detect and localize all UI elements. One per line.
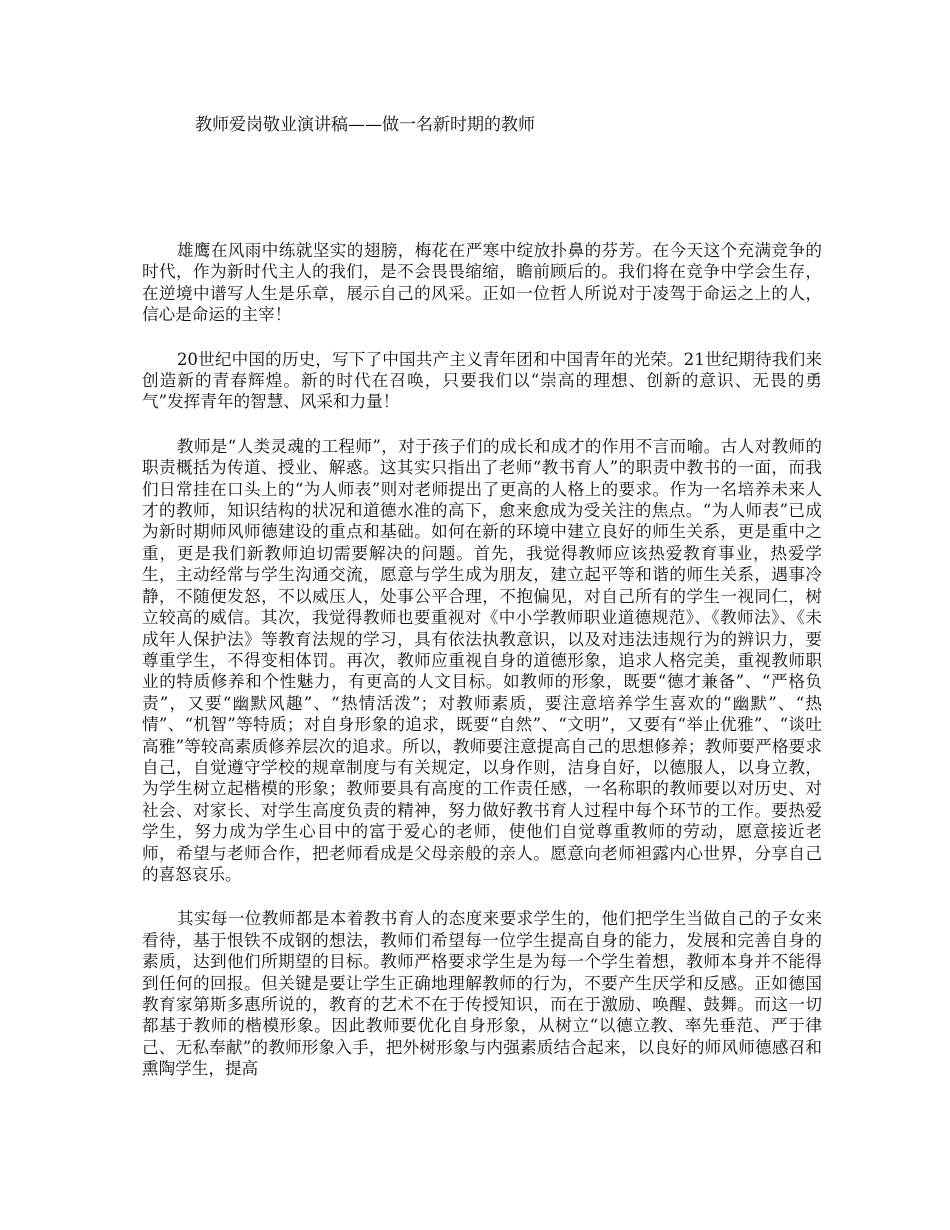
paragraph-teacher-example: 其实每一位教师都是本着教书育人的态度来要求学生的，他们把学生当做自己的子女来看待，基于恨铁不成钢的想法，教师们希望每一位学生提高自身的能力，发展和完善自身的素质，达到他们所期望的目标。教师严格要求学生是为每一个学生着想，教师本身并不能得到任何的回报。但关键是要让学生正确地理解教师的行为，不要产生厌学和反感。正如德国教育家第斯多惠所说的，教育的艺术不在于传授知识，而在于激励、唤醒、鼓舞。而这一切都基于教师的楷模形象。因此教师要优化自身形象，从树立“以德立教、率先垂范、严于律己、无私奉献”的教师形象入手，把外树形象与内强素质结合起来，以良好的师风师德感召和熏陶学生，提高 bbox=[142, 909, 822, 1079]
paragraph-intro: 雄鹰在风雨中练就坚实的翅膀，梅花在严寒中绽放扑鼻的芬芳。在今天这个充满竞争的时代，作为新时代主人的我们，是不会畏畏缩缩，瞻前顾后的。我们将在竞争中学会生存，在逆境中谱写人生是乐章，展示自己的风采。正如一位哲人所说对于凌驾于命运之上的人，信心是命运的主宰！ bbox=[142, 241, 822, 325]
paragraph-teacher-role: 教师是“人类灵魂的工程师”，对于孩子们的成长和成才的作用不言而喻。古人对教师的职责概括为传道、授业、解惑。这其实只指出了老师“教书育人”的职责中教书的一面，而我们日常挂在口头上的“为人师表”则对老师提出了更高的人格上的要求。作为一名培养未来人才的教师，知识结构的状况和道德水准的高下，愈来愈成为受关注的焦点。“为人师表”已成为新时期师风师德建设的重点和基础。如何在新的环境中建立良好的师生关系，更是重中之重，更是我们新教师迫切需要解决的问题。首先，我觉得教师应该热爱教育事业，热爱学生，主动经常与学生沟通交流，愿意与学生成为朋友，建立起平等和谐的师生关系，遇事冷静，不随便发怒，不以威压人，处事公平合理，不抱偏见，对自己所有的学生一视同仁，树立较高的威信。其次，我觉得教师也要重视对《中小学教师职业道德规范》、《教师法》、《未成年人保护法》等教育法规的学习，具有依法执教意识，以及对违法违规行为的辨识力，要尊重学生，不得变相体罚。再次，教师应重视自身的道德形象，追求人格完美，重视教师职业的特质修养和个性魅力，有更高的人文目标。如教师的形象，既要“德才兼备”、“严格负责”，又要“幽默风趣”、“热情活泼”；对教师素质，要注意培养学生喜欢的“幽默”、“热情”、“机智”等特质；对自身形象的追求，既要“自然”、“文明”，又要有“举止优雅”、“谈吐高雅”等较高素质修养层次的追求。所以，教师要注意提高自己的思想修养；教师要严格要求自己，自觉遵守学校的规章制度与有关规定，以身作则，洁身自好，以德服人，以身立教，为学生树立起楷模的形象；教师要具有高度的工作责任感，一名称职的教师要以对历史、对社会、对家长、对学生高度负责的精神，努力做好教书育人过程中每个环节的工作。要热爱学生，努力成为学生心目中的富于爱心的老师，使他们自觉尊重教师的劳动，愿意接近老师，希望与老师合作，把老师看成是父母亲般的亲人。愿意向老师袒露内心世界，分享自己的喜怒哀乐。 bbox=[142, 436, 822, 884]
paragraph-history: 20世纪中国的历史，写下了中国共产主义青年团和中国青年的光荣。21世纪期待我们来创造新的青春辉煌。新的时代在召唤，只要我们以“崇高的理想、创新的意识、无畏的勇气”发挥青年的智慧、风采和力量！ bbox=[142, 349, 822, 412]
document-title: 教师爱岗敬业演讲稿——做一名新时期的教师 bbox=[195, 115, 535, 135]
document-body bbox=[142, 240, 822, 1103]
